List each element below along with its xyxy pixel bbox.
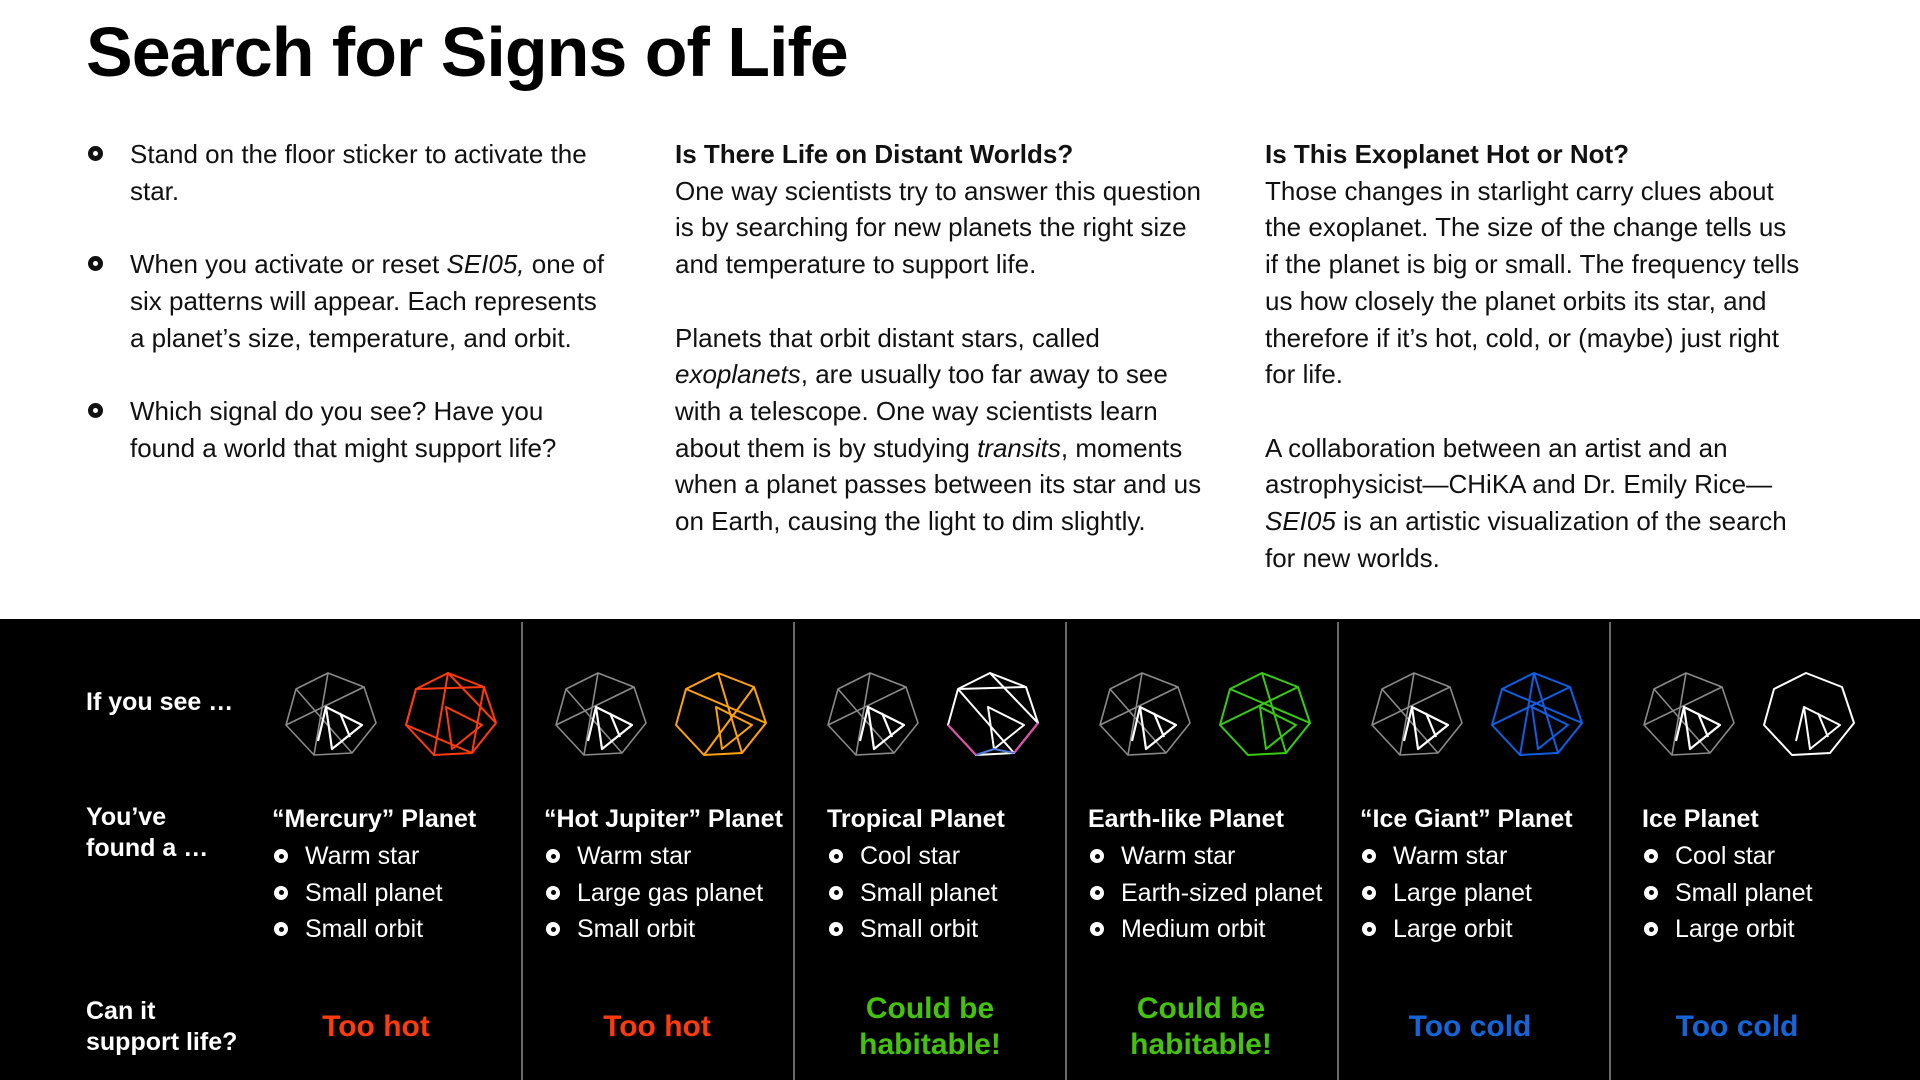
trait-text: Cool star [860,842,961,870]
planet-pattern-icon [676,673,766,755]
middle-paragraph-2 [675,320,1215,540]
trait-text: Small orbit [305,915,424,944]
middle-column [675,136,1215,540]
trait-item [1642,875,1813,912]
trait-item [1360,875,1573,912]
trait-item [272,875,476,912]
pattern-graphic [280,657,520,767]
trait-list [544,838,783,948]
bullet-icon [1090,886,1104,900]
planet-pattern-icon [406,673,496,755]
term-transits: transits [977,432,1061,463]
planet-description [544,802,783,948]
pattern-icons [1094,657,1334,767]
bullet-icon [546,922,560,936]
trait-text: Large gas planet [577,878,764,907]
row-label-line: You’ve [86,803,167,831]
planet-description [1088,802,1323,948]
middle-heading: Is There Life on Distant Worlds? [675,139,1074,169]
bullet-icon [1090,922,1104,936]
bullet-icon [1644,849,1658,863]
planet-description [272,802,476,948]
planet-description [1642,802,1813,948]
pattern-graphic [1638,657,1878,767]
row-label-see: If you see … [86,688,234,716]
text-run: is an artistic visualization of the search for new worlds. [1265,506,1787,573]
text-run: A collaboration between an artist and an astrophysicist—CHiKA and Dr. Emily Rice— [1265,432,1773,500]
trait-list [1642,838,1813,948]
bullet-icon [829,849,843,863]
pattern-graphic [1094,657,1334,767]
planet-pattern-icon [1220,673,1310,755]
trait-item [1088,838,1323,875]
verdict: Too cold [1675,1010,1799,1043]
pattern-icons [822,657,1062,767]
planet-name: Ice Planet [1642,805,1759,833]
planet-pattern-icon [948,673,1038,755]
trait-text: Cool star [1675,842,1776,870]
reference-star-icon [1100,673,1190,755]
trait-item [827,838,1005,875]
bullet-icon [546,849,560,863]
trait-text: Warm star [577,842,692,870]
pattern-icons [1366,657,1606,767]
trait-item [1088,875,1323,912]
instruction-text: Stand on the floor sticker to activate the star. [130,139,587,206]
right-heading: Is This Exoplanet Hot or Not? [1265,139,1630,169]
instructions-column [86,136,606,503]
verdict: Too cold [1408,1010,1532,1043]
text-run: Planets that orbit distant stars, called [675,322,1100,353]
trait-list [1360,838,1573,948]
trait-item [272,838,476,875]
trait-text: Large orbit [1393,915,1513,944]
instruction-text: When you activate or reset [130,249,447,280]
trait-text: Small orbit [577,915,696,944]
column-divider [1065,622,1067,1080]
trait-text: Large planet [1393,878,1533,907]
instruction-text: Which signal do you see? Have you found a world that might support life? [130,395,557,463]
bullet-icon [274,849,288,863]
right-paragraph-1: Those changes in starlight carry clues about the exoplanet. The size of the change tells us if the planet is big or small. The frequency tells us how closely the planet orbits its star, and therefore if it’s hot, cold, or (maybe) just right for life. [1265,175,1800,390]
column-divider [1609,622,1611,1080]
trait-list [1088,838,1323,948]
bullet-icon [88,146,103,161]
trait-item [827,911,1005,948]
bullet-icon [1362,849,1376,863]
planet-name: “Mercury” Planet [272,805,477,833]
bullet-icon [274,886,288,900]
column-divider [521,622,523,1080]
pattern-graphic [550,657,790,767]
trait-text: Small planet [860,878,998,907]
bullet-icon [829,886,843,900]
trait-item [827,875,1005,912]
planet-description [1360,802,1573,948]
pattern-icons [1638,657,1878,767]
trait-text: Small planet [305,878,443,907]
planet-description [827,802,1005,948]
verdict: Too hot [603,1010,711,1043]
text-run: , moments when a planet passes between its star and us on Earth, causing the light to dim slightly. [675,432,1202,537]
trait-item [1642,838,1813,875]
bullet-icon [1090,849,1104,863]
instruction-emphasis: SEI05, [446,249,525,280]
trait-item [544,911,783,948]
bullet-icon [546,886,560,900]
pattern-icons [550,657,790,767]
text-run: , are usually too far away to see with a telescope. One way scientists learn about them is by studying [675,359,1168,463]
column-divider [793,622,795,1080]
row-label-line: found a … [86,834,209,862]
planet-name: Tropical Planet [827,805,1005,833]
column-divider [1337,622,1339,1080]
trait-text: Warm star [305,842,420,870]
instruction-item [86,136,606,209]
trait-list [272,838,476,948]
artwork-name: SEI05 [1265,506,1336,537]
pattern-icons [280,657,520,767]
bullet-icon [274,922,288,936]
planet-pattern-icon [1492,673,1582,755]
instruction-text: one of six patterns will appear. Each represents a planet’s size, temperature, and orbit. [130,249,605,353]
trait-text: Medium orbit [1121,915,1266,944]
instruction-list [86,136,606,466]
row-label-line: Can it [86,997,156,1025]
reference-star-icon [828,673,918,755]
trait-item [544,838,783,875]
instruction-item [86,246,606,356]
reference-star-icon [1372,673,1462,755]
row-label-found [86,802,208,864]
bullet-icon [1362,886,1376,900]
trait-item [272,911,476,948]
trait-text: Small orbit [860,915,979,944]
term-exoplanets: exoplanets [675,359,801,390]
bullet-icon [88,256,103,271]
planet-name: “Ice Giant” Planet [1360,805,1573,833]
trait-item [1088,911,1323,948]
reference-star-icon [286,673,376,755]
verdict: Could be habitable! [1130,992,1272,1061]
row-label-support [86,996,237,1058]
trait-text: Large orbit [1675,915,1795,944]
planet-guide-panel [0,619,1920,1080]
instruction-item [86,393,606,466]
bullet-icon [1362,922,1376,936]
trait-item [544,875,783,912]
right-paragraph-2 [1265,430,1805,577]
trait-text: Warm star [1393,842,1508,870]
planet-name: Earth-like Planet [1088,805,1284,833]
row-label-line: support life? [86,1028,238,1056]
trait-list [827,838,1005,948]
planet-pattern-icon [1764,673,1854,755]
trait-item [1642,911,1813,948]
reference-star-icon [1644,673,1734,755]
pattern-graphic [1366,657,1606,767]
page-title: Search for Signs of Life [86,13,848,91]
bullet-icon [88,403,103,418]
middle-paragraph-1: One way scientists try to answer this question is by searching for new planets the right size and temperature to support life. [675,175,1202,280]
bullet-icon [1644,886,1658,900]
pattern-graphic [822,657,1062,767]
trait-text: Small planet [1675,878,1813,907]
trait-text: Earth-sized planet [1121,878,1323,907]
trait-item [1360,911,1573,948]
verdict: Too hot [322,1010,430,1043]
verdict: Could be habitable! [859,992,1001,1061]
trait-text: Warm star [1121,842,1236,870]
bullet-icon [1644,922,1658,936]
reference-star-icon [556,673,646,755]
right-column [1265,136,1805,576]
trait-item [1360,838,1573,875]
planet-name: “Hot Jupiter” Planet [544,805,783,833]
bullet-icon [829,922,843,936]
